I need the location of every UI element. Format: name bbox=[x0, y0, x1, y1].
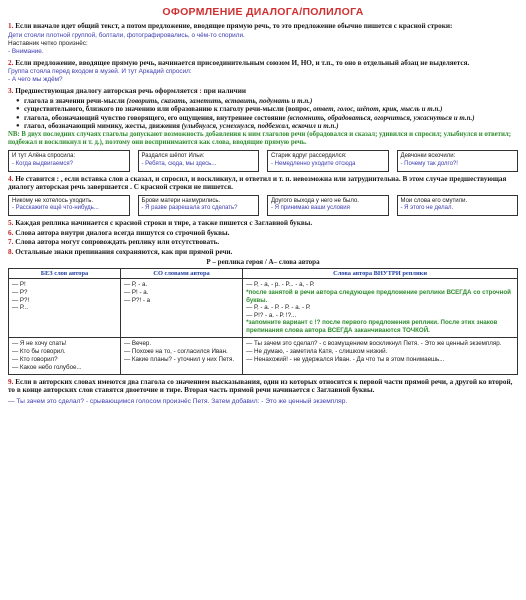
rule-9: 9. Если в авторских словах имеются два глагола со значением высказывания, один из которых относится к первой части прямой речи, а другой ко второй, то в конце авторских слов ставятся двоеточие и тире. Вторая часть прямой речи начинается с Заглавной буквы. bbox=[8, 377, 513, 395]
example-boxes-1 bbox=[8, 150, 518, 171]
list-item: ● глагол, обозначающий мимику, жесты, движения (улыбнулся, усмехнулся, подбежал, вскочил и т.п.) bbox=[16, 122, 518, 130]
rule-text: при наличии bbox=[203, 87, 246, 96]
example-box: Раздался шёпот Ильи: - Ребята, сюда, мы здесь... bbox=[138, 150, 260, 171]
example-box: Девчонки вскочили: - Почему так долго?! bbox=[397, 150, 519, 171]
legend: Р – реплика героя / А– слова автора bbox=[206, 258, 320, 267]
table-cell: — Вечер. — Похоже на то, - согласился Иван. — Какие планы? - уточнил у них Петя. bbox=[120, 337, 242, 374]
page bbox=[8, 0, 518, 405]
list-item: ● глагола, обозначающий чувство говорящего, его ощущения, внутреннее состояние (вспомнить, обрадоваться, огорчиться, ужаснуться и т.п.) bbox=[16, 114, 518, 122]
example-line: Наставник четко произнёс: bbox=[8, 39, 88, 47]
rule-7: 7. Слова автора могут сопровождать реплику или отсутствовать. bbox=[8, 238, 220, 247]
example-box: Брови матери нахмурились. - Я разве разрешала это сделать? bbox=[138, 195, 260, 216]
example-box: Никому не хотелось уходить. - Расскажите ещё что-нибудь... bbox=[8, 195, 130, 216]
rule-1 bbox=[8, 22, 518, 31]
example-line: - А чего мы ждём? bbox=[8, 76, 63, 84]
list-item: ● глагола в значении речи-мысли (говорить, сказать, заметить, вставить, подумать и т.п.) bbox=[16, 97, 518, 105]
example-box: И тут Алёна спросила: - Когда выдвигаемся? bbox=[8, 150, 130, 171]
rule-number: 1. bbox=[8, 22, 14, 30]
rule-8: 8. Остальные знаки препинания сохраняются, как при прямой речи. bbox=[8, 247, 233, 256]
rule-number: 4. bbox=[8, 174, 14, 183]
rule-4 bbox=[8, 175, 518, 192]
example-line: Группа стояла перед входом в музей. И тут Аркадий спросил: bbox=[8, 68, 192, 76]
page-title: ОФОРМЛЕНИЕ ДИАЛОГА/ПОЛИЛОГА bbox=[162, 6, 364, 18]
example-box: Старик вдруг рассердился: - Немедленно уходите отсюда bbox=[267, 150, 389, 171]
rule-number: 3. bbox=[8, 87, 14, 96]
colon-mark: : bbox=[199, 87, 202, 96]
rule-text: Предшествующая диалогу авторская речь оформляется bbox=[15, 87, 198, 96]
example-line: - Внимание. bbox=[8, 47, 44, 55]
nb-note: NB: В двух последних случаях глаголы допускают возможность добавления к ним глаголов речи (обрадовался и сказал; удивился и спросил; улыбнулся и ответил; подбежал и воскликнул и т. д.), поэтому они воспринимаются как слова, вводящие прямую речь. bbox=[8, 131, 511, 147]
example-box: Другого выхода у него не было. - Я принимаю ваши условия bbox=[267, 195, 389, 216]
table-cell: — Я не хочу спать! — Кто бы говорил. — Кто говорил? — Какое небо голубое... bbox=[9, 337, 121, 374]
list-item: ● существительного, близкого по значению или образованию к глаголу речи-мысли (вопрос, ответ, голос, шёпот, крик, мысль и т.п.) bbox=[16, 105, 518, 113]
final-example: — Ты зачем это сделал? - срывающимся голосом произнёс Петя. Затем добавил: - Это же ценный экземпляр. bbox=[8, 397, 348, 405]
example-boxes-2 bbox=[8, 195, 518, 216]
rule-text: Если вначале идет общий текст, а потом предложение, вводящее прямую речь, то это предложение обычно пишется с красной строки: bbox=[15, 22, 453, 30]
table-header: БЕЗ слов автора bbox=[9, 269, 121, 279]
example-line: Дети стояли плотной группой, болтали, фотографировались, о чём-то спорили. bbox=[8, 31, 245, 39]
rule-2 bbox=[8, 59, 518, 68]
table-header: Слова автора ВНУТРИ реплики bbox=[243, 269, 518, 279]
table-cell: — Р! — Р? — Р?! — Р... bbox=[9, 279, 121, 337]
rule-5: 5. Каждая реплика начинается с красной строки и тире, а также пишется с Заглавной буквы. bbox=[8, 218, 313, 227]
table-header: СО словами автора bbox=[120, 269, 242, 279]
schema-table bbox=[8, 268, 518, 374]
rule-number: 2. bbox=[8, 58, 14, 67]
rule-6: 6. Слова автора внутри диалога всегда пишутся со строчной буквы. bbox=[8, 228, 230, 237]
table-cell: — Р, - а. — Р! - а. — Р?! - а bbox=[120, 279, 242, 337]
rule-3 bbox=[8, 87, 518, 96]
rule-text: Если предложение, вводящее прямую речь, начинается присоединительным союзом И, НО, и т.п., то оно в отдельный абзац не выделяется. bbox=[15, 58, 470, 67]
rule-text: Не ставится : , если вставка слов а сказал, и спросил, и воскликнул, и ответил и т. п. невозможна или затруднительна. В этом случае предшествующая диалогу авторская речь завершается . С красной строки не пишется. bbox=[8, 174, 507, 192]
table-cell: — Р, - а, - р. - Р... - а, - Р. *после занятой в речи автора следующее предложение реплики ВСЕГДА со строчной буквы. — Р, - а. - Р. - Р. - а. - Р. — Р!? - а. - Р. !?... *запомните вариант с !? после первого предложения реплики. После этих знаков препинания слова автора ВСЕГДА заканчиваются ТОЧКОЙ. bbox=[243, 279, 518, 337]
example-box: Мои слова его смутили. - Я этого не делал. bbox=[397, 195, 519, 216]
rule-3-bullets bbox=[16, 97, 518, 131]
table-cell: — Ты зачем это сделал? - с возмущением воскликнул Петя. - Это же ценный экземпляр. — Не думаю, - заметила Катя, - слишком низкий. — Ненахожий! - не удержался Иван. - Да что ты в этом понимаешь... bbox=[243, 337, 518, 374]
